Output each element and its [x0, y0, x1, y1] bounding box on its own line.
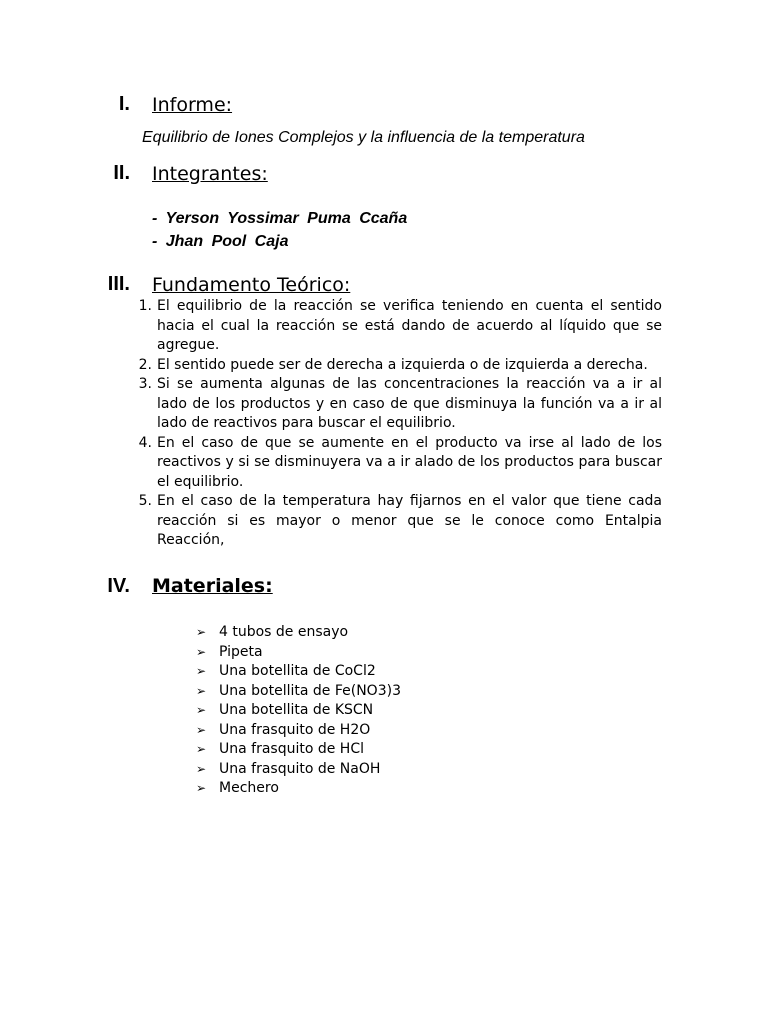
list-item-text: El equilibrio de la reacción se verifica teniendo en cuenta el sentido hacia el cual la reacción se está dando de acuerdo al líquido que se agregue. — [157, 298, 662, 353]
list-item-text: Pipeta — [219, 643, 263, 660]
list-item — [122, 297, 662, 356]
list-item — [196, 643, 401, 663]
arrow-bullet-icon: ➢ — [196, 644, 207, 659]
list-item-text: Una frasquito de NaOH — [219, 760, 381, 777]
section-heading-informe: Informe: — [152, 94, 233, 116]
member-name: - Yerson Yossimar Puma Ccaña — [152, 210, 408, 227]
arrow-bullet-icon: ➢ — [196, 703, 207, 717]
list-item-text: Una frasquito de HCl — [219, 741, 365, 757]
list-item-text: Si se aumenta algunas de las concentraciones la reacción va a ir al lado de los productos y en caso de que disminuya la función va a ir al lado de reactivos para buscar el equilibrio. — [157, 376, 662, 431]
list-item-text: Una botellita de CoCl2 — [219, 663, 376, 679]
section-heading-materiales: Materiales: — [152, 575, 273, 597]
list-item-text: En el caso de la temperatura hay fijarnos en el valor que tiene cada reacción si es mayor o menor que se le conoce como Entalpia Reacción, — [157, 493, 662, 548]
list-item — [122, 375, 662, 434]
list-item — [196, 701, 401, 721]
arrow-bullet-icon: ➢ — [196, 683, 207, 698]
list-item — [122, 434, 662, 493]
fundamento-list — [122, 297, 662, 551]
list-item — [122, 356, 662, 376]
list-item — [196, 682, 401, 702]
arrow-bullet-icon: ➢ — [196, 722, 207, 737]
list-item — [196, 721, 401, 741]
list-item-text: Una botellita de KSCN — [219, 702, 374, 718]
list-item — [196, 760, 401, 780]
list-item-text: El sentido puede ser de derecha a izquierda o de izquierda a derecha. — [157, 356, 648, 373]
list-item — [122, 492, 662, 551]
arrow-bullet-icon: ➢ — [196, 781, 207, 795]
list-item-number: 3. — [138, 376, 152, 392]
list-item — [196, 779, 401, 799]
member-name: - Jhan Pool Caja — [152, 233, 289, 250]
list-item — [196, 662, 401, 682]
materiales-list — [196, 623, 401, 799]
section-heading-fundamento: Fundamento Teórico: — [152, 274, 351, 296]
section-numeral-informe: I. — [118, 93, 130, 115]
arrow-bullet-icon: ➢ — [196, 625, 207, 639]
arrow-bullet-icon: ➢ — [196, 664, 207, 678]
list-item-number: 2. — [138, 356, 152, 373]
list-item-text: En el caso de que se aumente en el producto va irse al lado de los reactivos y si se disminuyera va a ir alado de los productos para buscar el equilibrio. — [157, 434, 662, 490]
arrow-bullet-icon: ➢ — [196, 742, 207, 756]
section-heading-integrantes: Integrantes: — [152, 163, 268, 185]
list-item-text: 4 tubos de ensayo — [219, 624, 349, 640]
section-numeral-integrantes: II. — [113, 162, 130, 184]
list-item — [196, 740, 401, 760]
list-item-text: Una frasquito de H2O — [219, 721, 371, 738]
arrow-bullet-icon: ➢ — [196, 761, 207, 776]
list-item-number: 1. — [138, 298, 152, 314]
list-item-text: Mechero — [219, 780, 279, 796]
section-numeral-materiales: IV. — [107, 575, 130, 597]
list-item-text: Una botellita de Fe(NO3)3 — [219, 682, 401, 699]
list-item — [196, 623, 401, 643]
list-item-number: 4. — [138, 434, 152, 451]
section-numeral-fundamento: III. — [107, 273, 130, 295]
list-item-number: 5. — [138, 493, 152, 509]
report-title: Equilibrio de Iones Complejos y la influencia de la temperatura — [142, 129, 585, 146]
